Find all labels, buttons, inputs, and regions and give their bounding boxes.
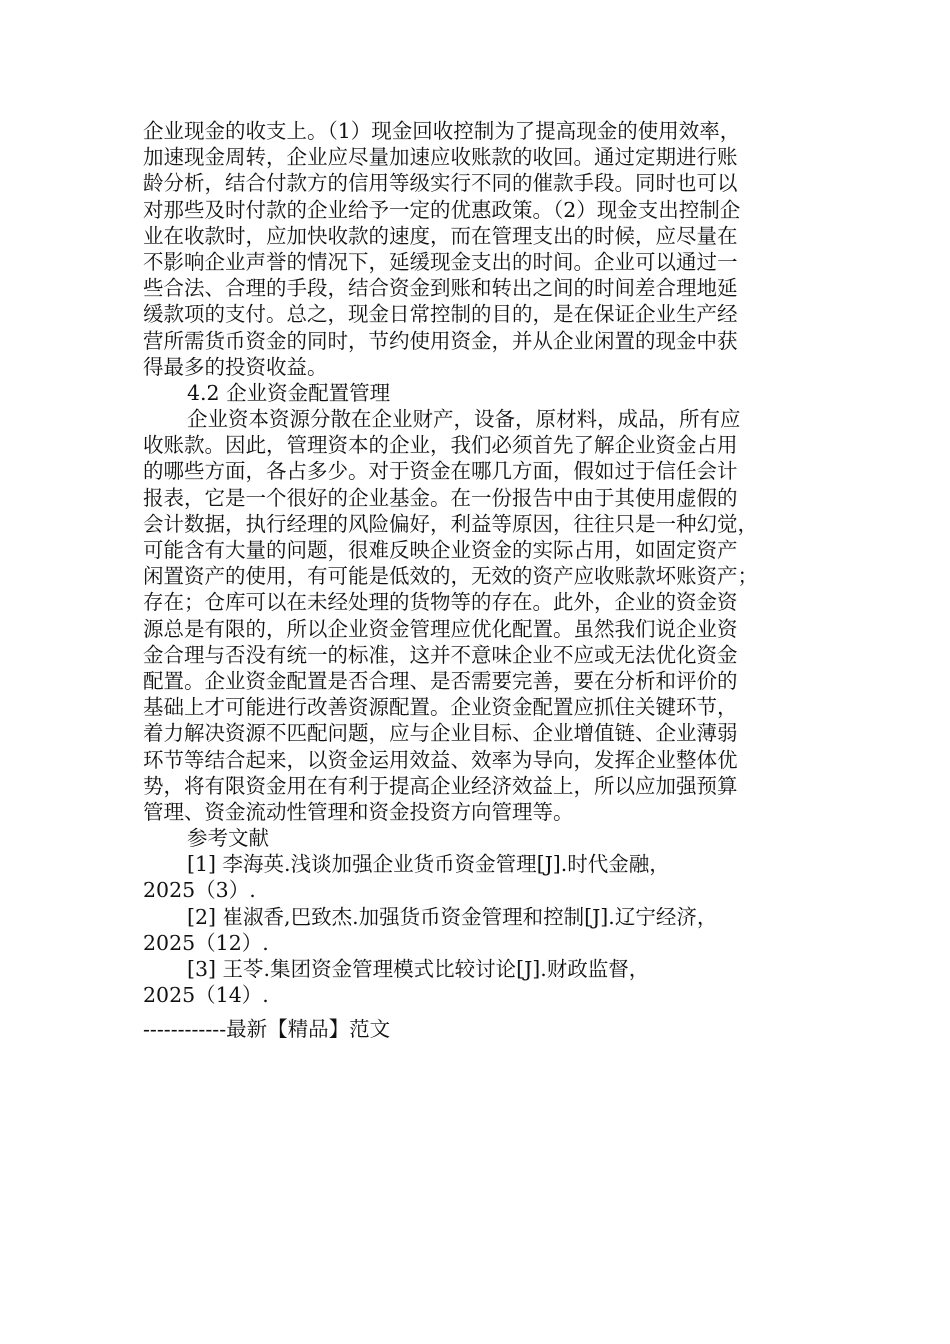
text-line: 龄分析，结合付款方的信用等级实行不同的催款手段。同时也可以 [143,171,738,196]
reference-citation: [3] 王苓.集团资金管理模式比较讨论[J].财政监督， [187,957,650,981]
text-line: 闲置资产的使用，有可能是低效的，无效的资产应收账款坏账资产； [143,564,758,589]
text-line: 对那些及时付款的企业给予一定的优惠政策。（2）现金支出控制企 [143,197,741,222]
section-heading: 4.2 企业资金配置管理 [187,380,391,405]
text-line: 环节等结合起来，以资金运用效益、效率为导向，发挥企业整体优 [143,747,738,772]
reference-issue: 2025（12）. [143,930,269,955]
text-line: 业在收款时，应加快收款的速度，而在管理支出的时候，应尽量在 [143,223,738,248]
reference-citation: [2] 崔淑香,巴致杰.加强货币资金管理和控制[J].辽宁经济， [187,904,718,929]
text-line: 势，将有限资金用在有利于提高企业经济效益上，所以应加强预算 [143,773,738,798]
text-line: 着力解决资源不匹配问题，应与企业目标、企业增值链、企业薄弱 [143,721,738,746]
text-line: 源总是有限的，所以企业资金管理应优化配置。虽然我们说企业资 [143,616,738,641]
text-line: 存在；仓库可以在未经处理的货物等的存在。此外，企业的资金资 [143,590,738,615]
text-line: 营所需货币资金的同时，节约使用资金，并从企业闲置的现金中获 [143,328,738,353]
text-line: 会计数据，执行经理的风险偏好，利益等原因，往往只是一种幻觉， [143,511,758,536]
text-line: 基础上才可能进行改善资源配置。企业资金配置应抓住关键环节， [143,695,738,720]
reference-citation: [1] 李海英.浅谈加强企业货币资金管理[J].时代金融， [187,852,670,877]
reference-issue: 2025（3）. [143,878,256,903]
text-line: 收账款。因此，管理资本的企业，我们必须首先了解企业资金占用 [143,433,738,458]
text-line: 的哪些方面，各占多少。对于资金在哪几方面，假如过于信任会计 [143,459,738,484]
text-line: 管理、资金流动性管理和资金投资方向管理等。 [143,799,574,824]
reference-item [143,956,803,1008]
footer-tagline: ------------最新【精品】范文 [143,1017,391,1041]
text-line: 配置。企业资金配置是否合理、是否需要完善，要在分析和评价的 [143,668,738,693]
references-heading: 参考文献 [187,826,269,851]
text-line: 金合理与否没有统一的标准，这并不意味企业不应或无法优化资金 [143,642,738,667]
text-line: 缓款项的支付。总之，现金日常控制的目的，是在保证企业生产经 [143,302,738,327]
text-line: 些合法、合理的手段，结合资金到账和转出之间的时间差合理地延 [143,276,738,301]
text-line: 可能含有大量的问题，很难反映企业资金的实际占用，如固定资产 [143,538,738,562]
reference-issue: 2025（14）. [143,983,269,1008]
reference-item [143,904,803,956]
text-line: 得最多的投资收益。 [143,354,328,379]
text-line: 报表，它是一个很好的企业基金。在一份报告中由于其使用虚假的 [143,485,738,510]
section-42-paragraph [143,406,803,825]
text-line: 企业现金的收支上。（1）现金回收控制为了提高现金的使用效率， [143,119,741,143]
text-line: 不影响企业声誉的情况下，延缓现金支出的时间。企业可以通过一 [143,249,738,274]
text-line: 加速现金周转，企业应尽量加速应收账款的收回。通过定期进行账 [143,145,738,170]
reference-item [143,851,803,903]
text-line: 企业资本资源分散在企业财产，设备，原材料，成品，所有应 [187,407,741,432]
document-body [143,118,803,1008]
intro-paragraph [143,118,803,380]
